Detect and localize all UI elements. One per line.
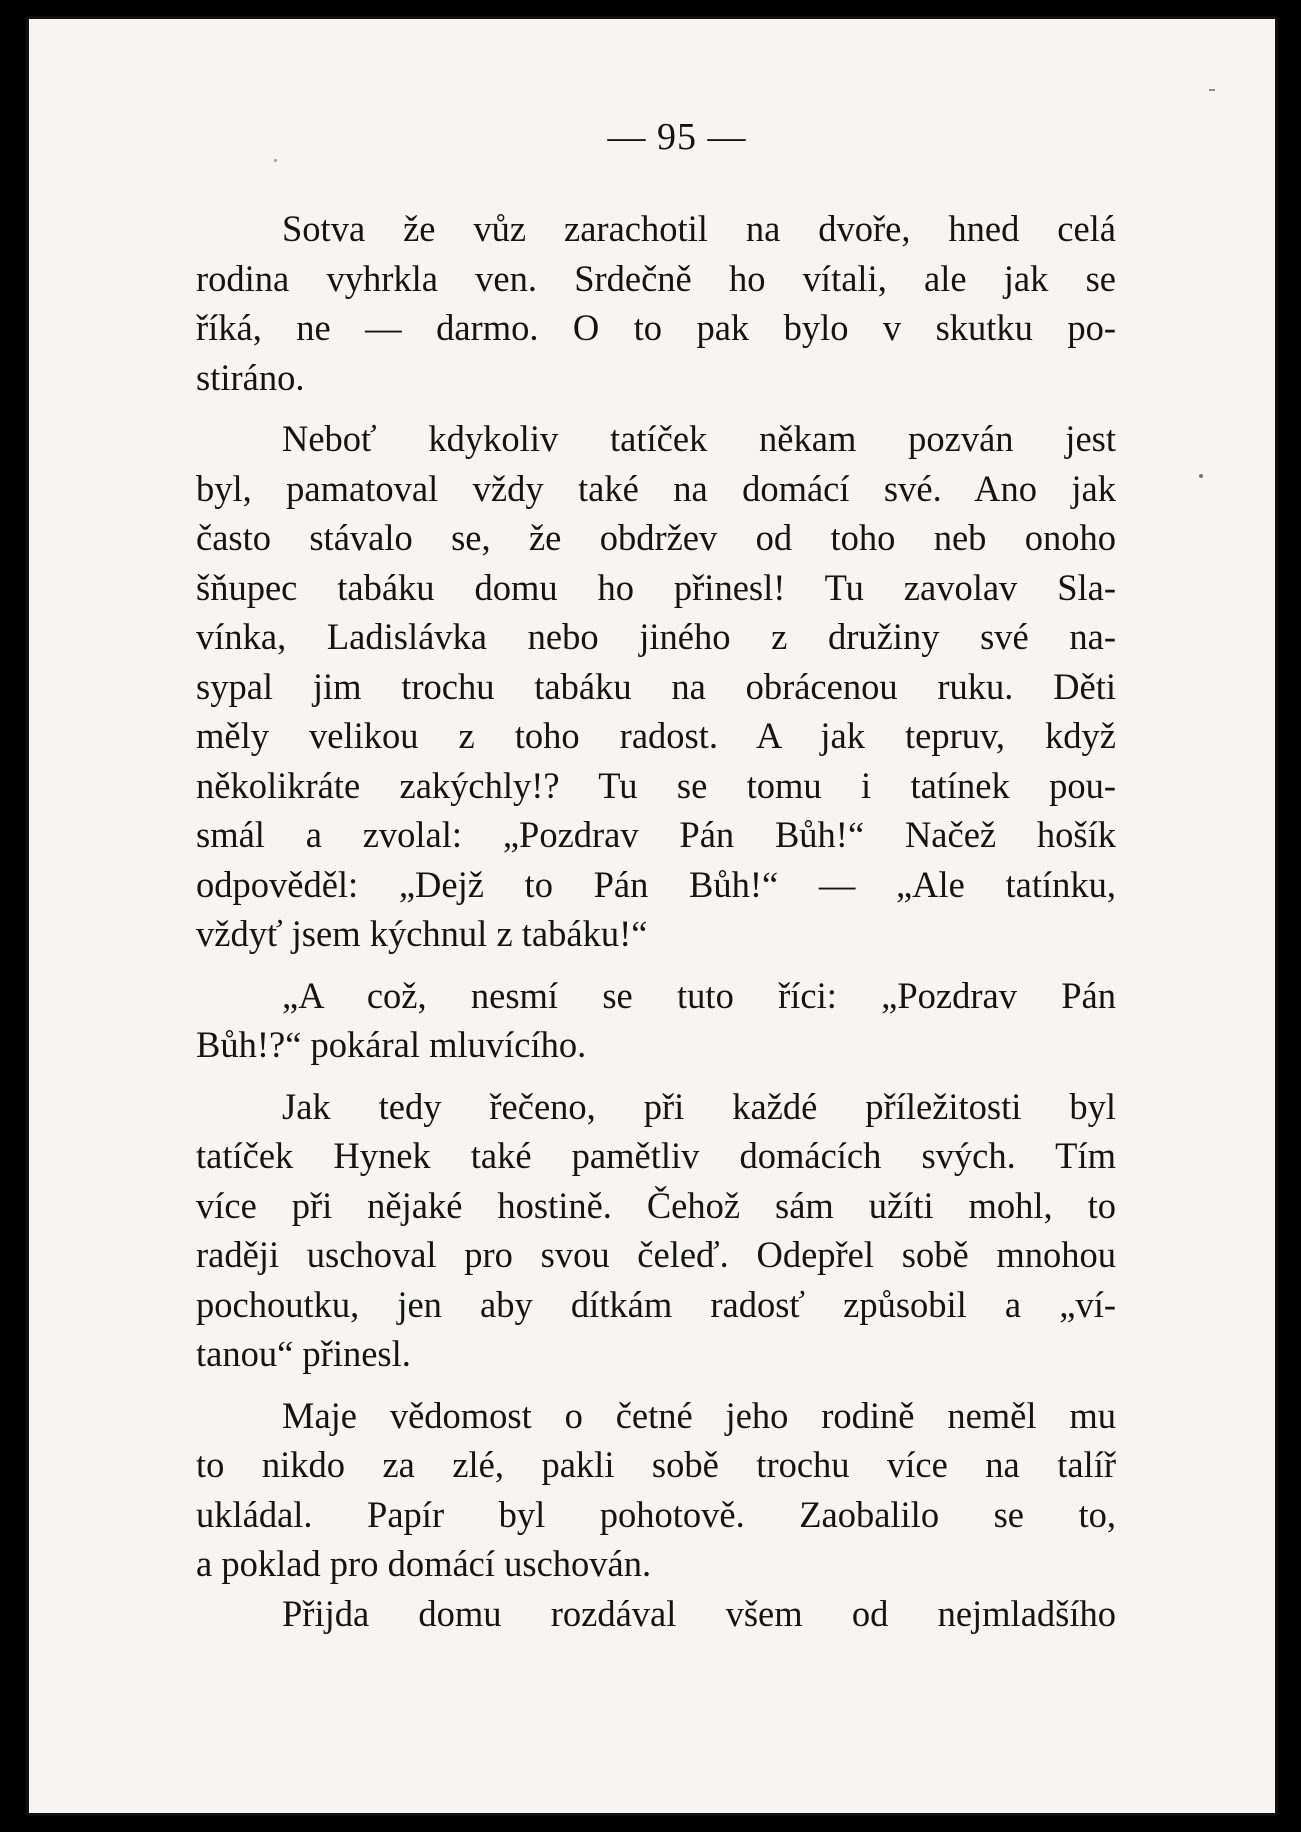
text-line: tatíček Hynek také pamětliv domácích svých. Tím xyxy=(196,1135,1116,1176)
text-line: odpověděl: „Dejž to Pán Bůh!“ — „Ale tatínku, xyxy=(196,863,1116,905)
book-page xyxy=(26,16,1278,1816)
text-line: několikráte zakýchly!? Tu se tomu i tatínek pou- xyxy=(196,764,1116,806)
text-line: byl, pamatoval vždy také na domácí své. Ano jak xyxy=(196,467,1116,509)
paragraph-1 xyxy=(196,204,1116,402)
page-number: — 95 — xyxy=(607,116,747,158)
paragraph-3 xyxy=(196,971,1116,1070)
text-line: Přijda domu rozdával všem od nejmladšího xyxy=(282,1592,1116,1634)
text-line: vždyť jsem kýchnul z tabáku!“ xyxy=(196,913,648,954)
text-line: Maje vědomost o četné jeho rodině neměl mu xyxy=(282,1394,1116,1436)
text-line: Bůh!?“ pokáral mluvícího. xyxy=(196,1024,587,1065)
text-line: „A což, nesmí se tuto říci: „Pozdrav Pán xyxy=(282,974,1116,1016)
scan-speck xyxy=(1209,89,1215,91)
text-line: a poklad pro domácí uschován. xyxy=(196,1543,652,1584)
paragraph-6 xyxy=(196,1589,1116,1639)
text-line: šňupec tabáku domu ho přinesl! Tu zavolav Sla- xyxy=(196,566,1116,608)
text-line: stiráno. xyxy=(196,356,305,398)
text-line: ukládal. Papír byl pohotově. Zaobalilo se to, xyxy=(196,1493,1116,1535)
text-line: tanou“ přinesl. xyxy=(196,1333,411,1374)
text-line: to nikdo za zlé, pakli sobě trochu více na talíř xyxy=(196,1444,1116,1485)
text-line: měly velikou z toho radost. A jak tepruv, když xyxy=(196,715,1116,756)
text-line: často stávalo se, že obdržev od toho neb onoho xyxy=(196,517,1116,558)
scan-speck xyxy=(1199,474,1203,478)
text-line: více při nějaké hostině. Čehož sám užíti mohl, to xyxy=(196,1184,1116,1226)
paragraph-4 xyxy=(196,1082,1116,1379)
text-line: Sotva že vůz zarachotil na dvoře, hned celá xyxy=(282,208,1116,249)
text-line: vínka, Ladislávka nebo jiného z družiny své na- xyxy=(196,616,1116,657)
text-line: raději uschoval pro svou čeleď. Odepřel sobě mnohou xyxy=(196,1234,1116,1275)
text-line: pochoutku, jen aby dítkám radosť způsobil a „ví- xyxy=(196,1283,1116,1325)
paragraph-5 xyxy=(196,1391,1116,1589)
text-line: Neboť kdykoliv tatíček někam pozván jest xyxy=(282,418,1116,459)
text-line: sypal jim trochu tabáku na obrácenou ruku. Děti xyxy=(196,665,1116,707)
scan-speck xyxy=(274,159,277,162)
text-line: rodina vyhrkla ven. Srdečně ho vítali, ale jak se xyxy=(196,257,1116,299)
text-line: říká, ne — darmo. O to pak bylo v skutku po- xyxy=(196,307,1116,348)
text-line: smál a zvolal: „Pozdrav Pán Bůh!“ Načež hošík xyxy=(196,814,1116,855)
body-text xyxy=(196,204,1116,1638)
text-line: Jak tedy řečeno, při každé příležitosti byl xyxy=(282,1085,1116,1127)
paragraph-2 xyxy=(196,414,1116,959)
